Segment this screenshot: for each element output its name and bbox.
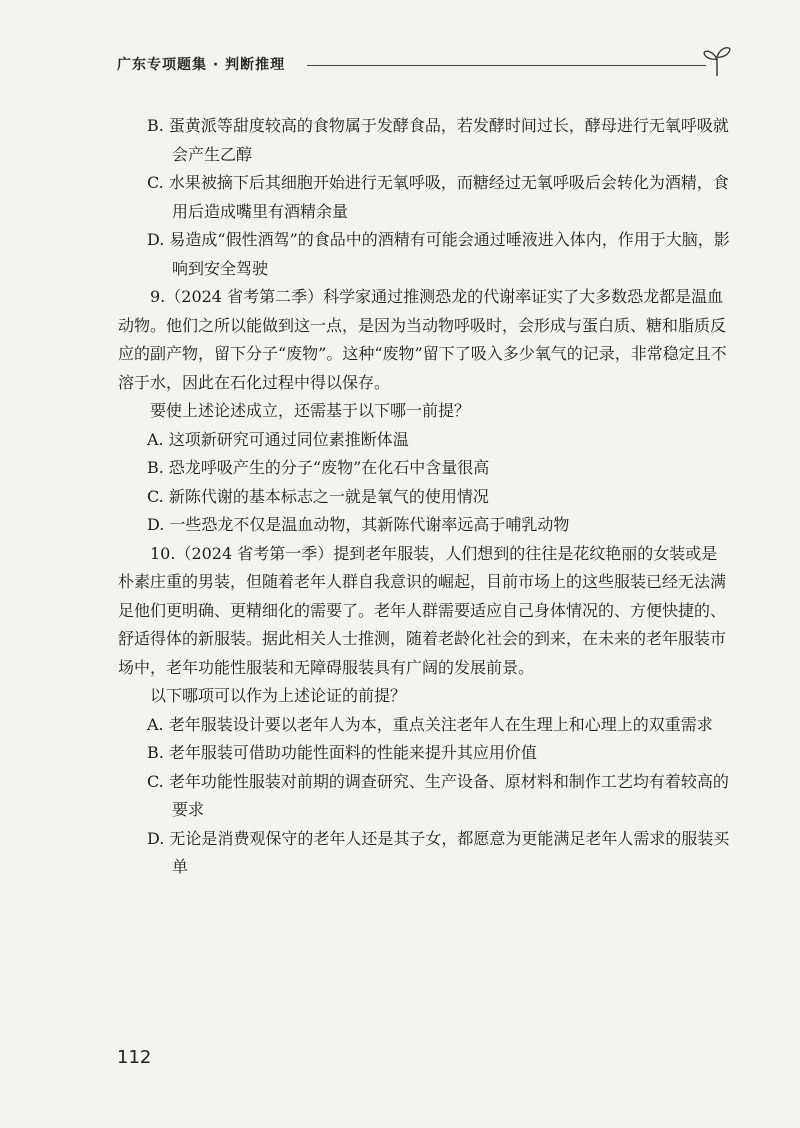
q9-option-d: D. 一些恐龙不仅是温血动物，其新陈代谢率远高于哺乳动物 bbox=[147, 515, 570, 534]
q10-option-c: C. 老年功能性服装对前期的调查研究、生产设备、原材料和制作工艺均有着较高的要求 bbox=[147, 771, 729, 819]
sprout-icon bbox=[702, 44, 732, 78]
q8-option-c: C. 水果被摘下后其细胞开始进行无氧呼吸，而糖经过无氧呼吸后会转化为酒精，食用后造成嘴里有酒精余量 bbox=[147, 173, 729, 221]
q10-option-a: A. 老年服装设计要以老年人为本，重点关注老年人在生理上和心理上的双重需求 bbox=[147, 714, 713, 734]
q10-option-b: B. 老年服装可借助功能性面料的性能来提升其应用价值 bbox=[147, 743, 537, 762]
q9-stem: 要使上述论述成立，还需基于以下哪一前提？ bbox=[150, 401, 471, 420]
q10-passage: 10.（2024 省考第一季）提到老年服装，人们想到的往往是花纹艳丽的女装或是朴素庄重的男装，但随着老年人群自我意识的崛起，目前市场上的这些服装已经无法满足他们更明确、更精细化的需要了。老年人群需要适应自己身体情况的、方便快捷的、舒适得体的新服装。据此相关人士推测，随着老龄化社会的到来，在未来的老年服装市场中，老年功能性服装和无障碍服装具有广阔的发展前景。 bbox=[118, 543, 727, 677]
q8-option-d: D. 易造成“假性酒驾”的食品中的酒精有可能会通过唾液进入体内，作用于大脑，影响到安全驾驶 bbox=[147, 230, 730, 278]
header-title: 广东专项题集 · 判断推理 bbox=[117, 57, 286, 73]
q10-stem: 以下哪项可以作为上述论证的前提？ bbox=[150, 686, 407, 705]
q9-option-a: A. 这项新研究可通过同位素推断体温 bbox=[147, 429, 409, 449]
header-rule bbox=[307, 65, 706, 66]
q9-option-b: B. 恐龙呼吸产生的分子“废物”在化石中含量很高 bbox=[147, 458, 490, 477]
page-number: 112 bbox=[117, 1047, 152, 1068]
q10-option-d: D. 无论是消费观保守的老年人还是其子女，都愿意为更能满足老年人需求的服装买单 bbox=[147, 828, 730, 876]
q8-option-b: B. 蛋黄派等甜度较高的食物属于发酵食品，若发酵时间过长，酵母进行无氧呼吸就会产生乙醇 bbox=[147, 116, 729, 164]
running-header bbox=[117, 52, 732, 78]
q9-option-c: C. 新陈代谢的基本标志之一就是氧气的使用情况 bbox=[147, 486, 489, 506]
q9-passage: 9.（2024 省考第二季）科学家通过推测恐龙的代谢率证实了大多数恐龙都是温血动物。他们之所以能做到这一点，是因为当动物呼吸时，会形成与蛋白质、糖和脂质反应的副产物，留下分子“废物”。这种“废物”留下了吸入多少氧气的记录，非常稳定且不溶于水，因此在石化过程中得以保存。 bbox=[118, 287, 727, 392]
page-body bbox=[118, 112, 732, 882]
